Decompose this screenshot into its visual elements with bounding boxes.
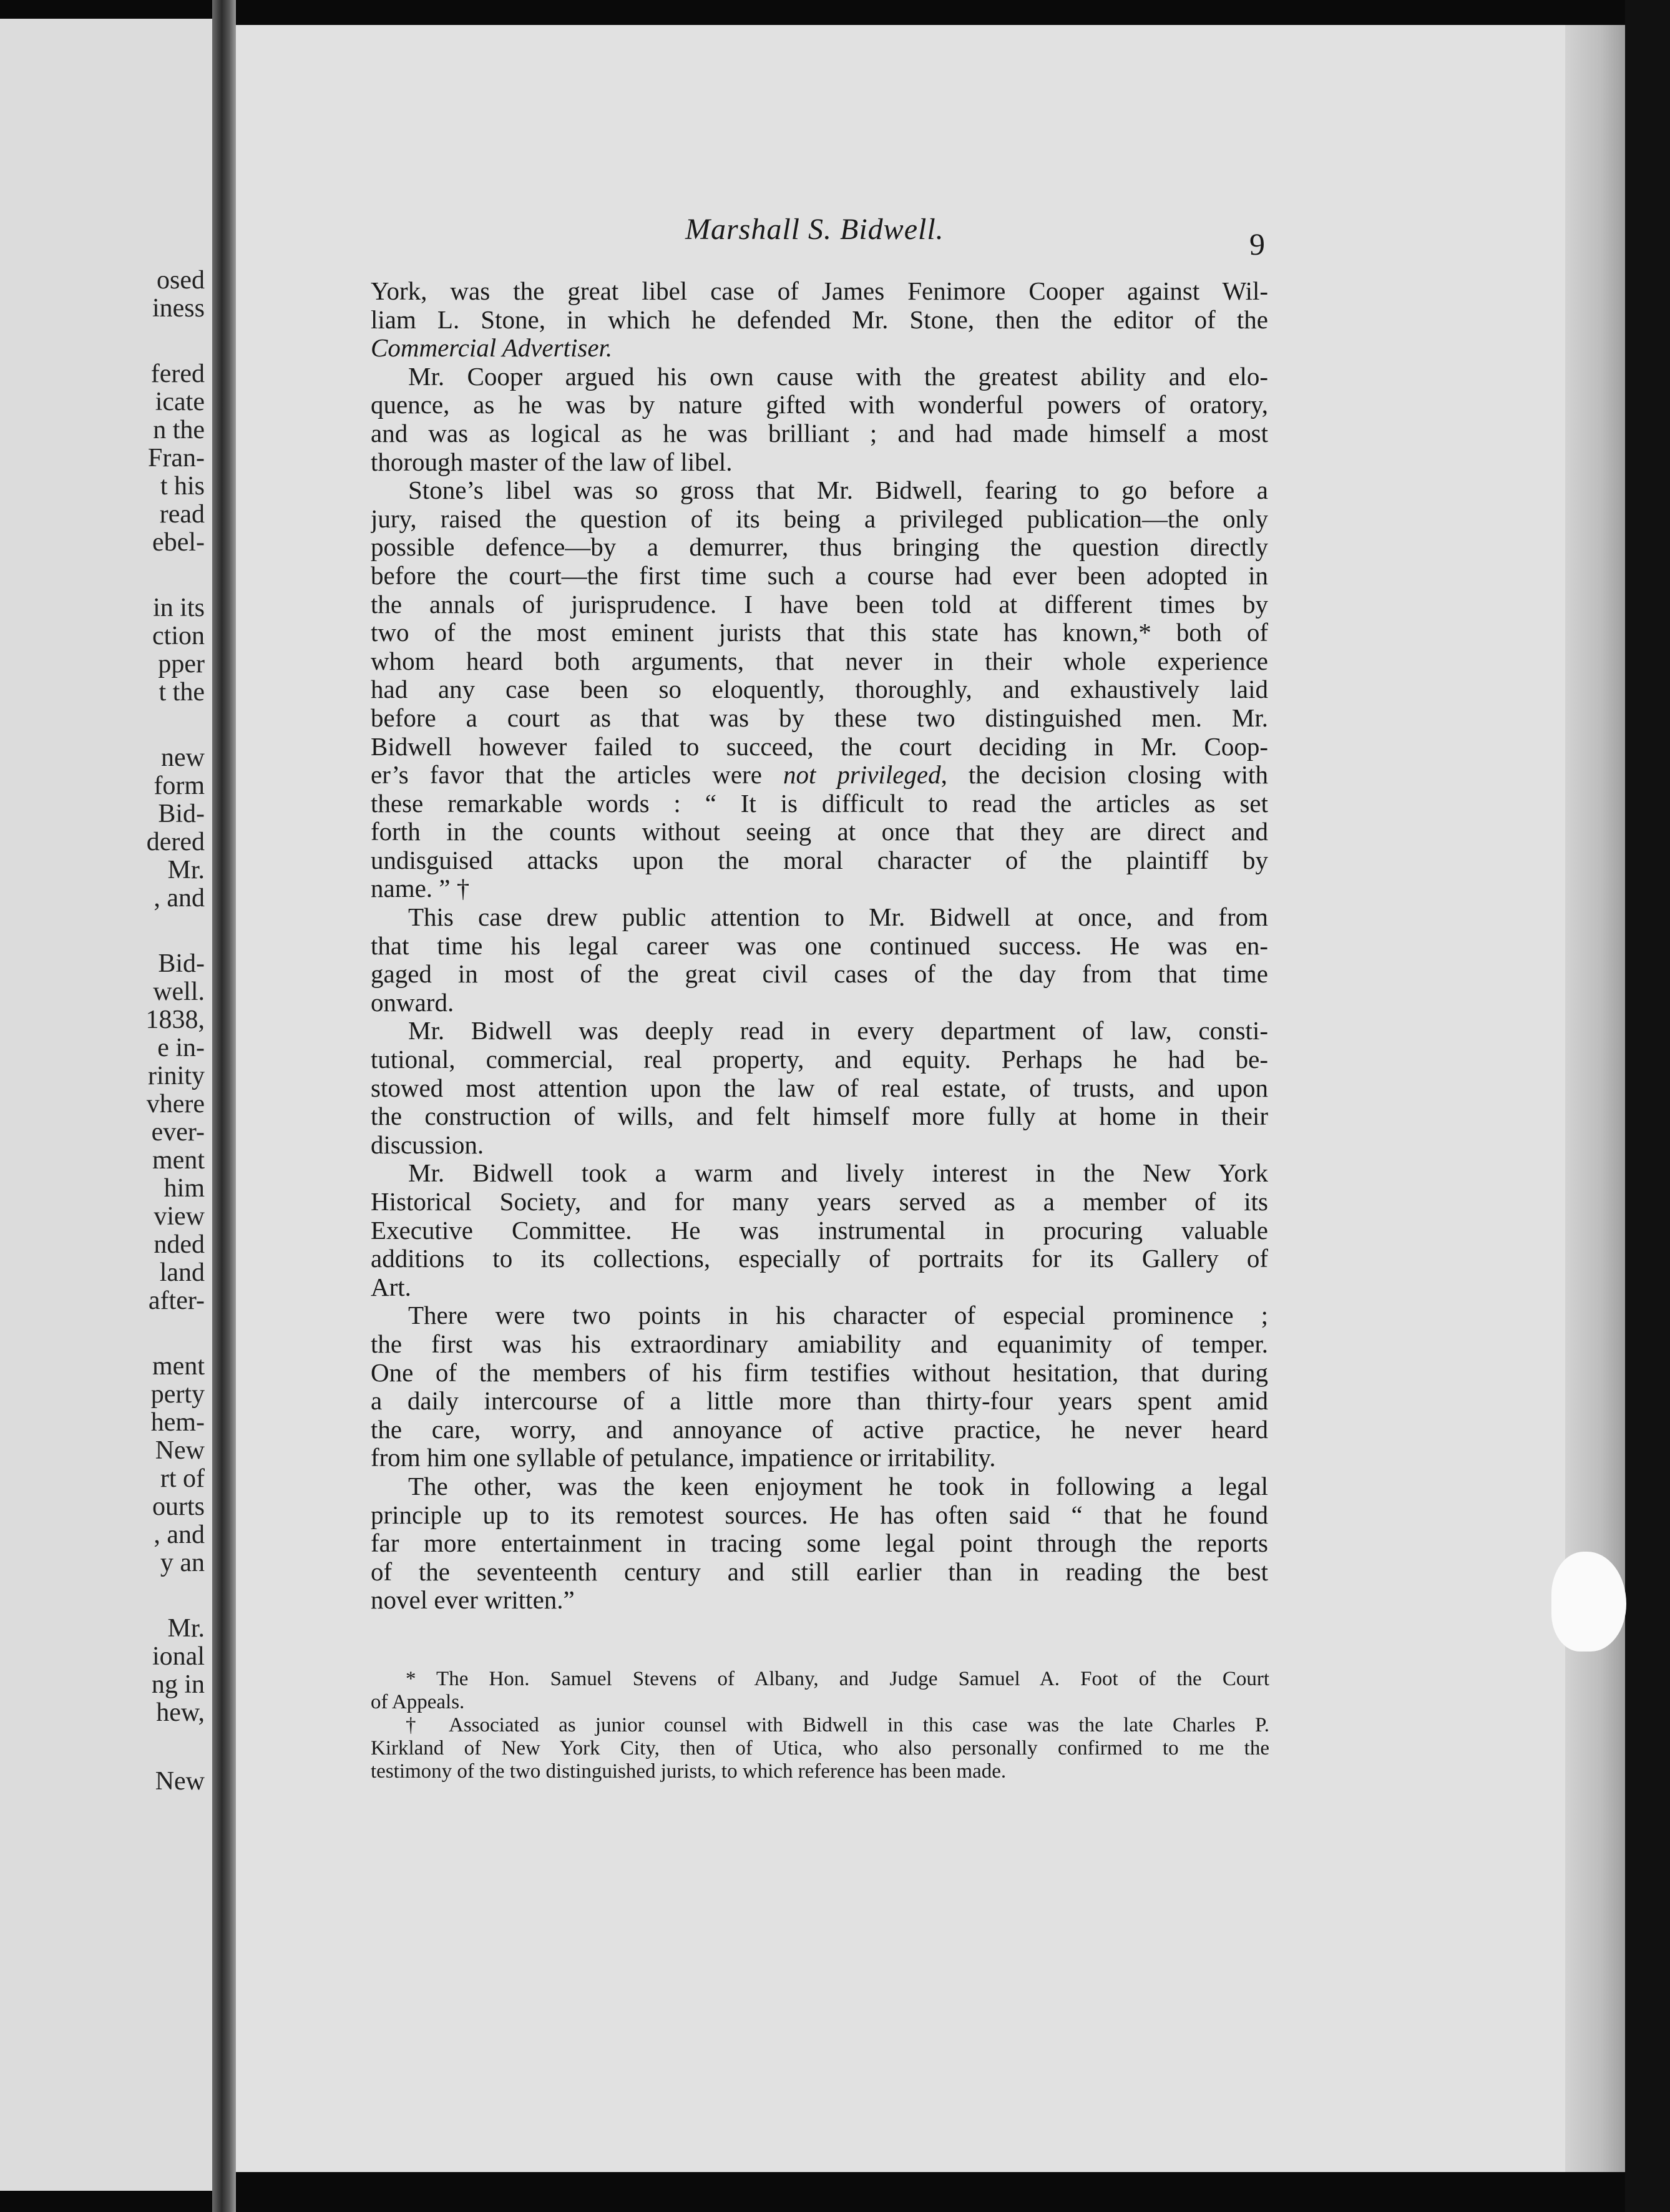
text-line: There were two points in his character of especial prominence ; bbox=[408, 1301, 1268, 1330]
left-page-line: y an bbox=[160, 1549, 205, 1577]
left-page-line: n the bbox=[153, 416, 205, 444]
running-head: Marshall S. Bidwell. bbox=[685, 213, 944, 246]
left-page-line: 1838, bbox=[145, 1006, 205, 1034]
left-page-line: ment bbox=[152, 1146, 205, 1175]
paragraph bbox=[371, 476, 1268, 903]
left-page-line: rinity bbox=[148, 1062, 205, 1090]
page-edge bbox=[1565, 25, 1625, 2172]
text-line: far more entertainment in tracing some legal point through the reports bbox=[371, 1529, 1268, 1558]
left-page-line: t his bbox=[160, 472, 205, 501]
left-page-line: New bbox=[155, 1436, 205, 1465]
scan-background bbox=[1625, 0, 1670, 2212]
text-line bbox=[371, 334, 1268, 363]
paragraph bbox=[371, 363, 1268, 476]
text-line: of the seventeenth century and still earlier than in reading the best bbox=[371, 1557, 1268, 1586]
text-line: possible defence—by a demurrer, thus bringing the question directly bbox=[371, 533, 1268, 562]
text-line: two of the most eminent jurists that this state has known,* both of bbox=[371, 619, 1268, 647]
text-line: jury, raised the question of its being a privileged publication—the only bbox=[371, 504, 1268, 533]
text-line: principle up to its remotest sources. He has often said “ that he found bbox=[371, 1500, 1268, 1529]
text-line: gaged in most of the great civil cases of the day from that time bbox=[371, 960, 1268, 989]
text-line: liam L. Stone, in which he defended Mr. Stone, then the editor of the bbox=[371, 305, 1268, 334]
left-page-line: osed bbox=[157, 266, 205, 295]
text-line: forth in the counts without seeing at once that they are direct and bbox=[371, 818, 1268, 846]
footnote-line: Kirkland of New York City, then of Utica, who also personally confirmed to me the bbox=[371, 1737, 1269, 1759]
text-line: onward. bbox=[371, 988, 454, 1017]
text-line: tutional, commercial, real property, and equity. Perhaps he had be- bbox=[371, 1045, 1268, 1074]
left-page-line: after- bbox=[148, 1286, 205, 1315]
footnote-line: testimony of the two distinguished jurists, to which reference has been made. bbox=[371, 1760, 1007, 1783]
text-line: these remarkable words : “ It is difficult to read the articles as set bbox=[371, 789, 1268, 818]
left-page-line: ebel- bbox=[152, 528, 205, 557]
book-spine bbox=[212, 0, 236, 2212]
left-page-line: dered bbox=[146, 828, 205, 856]
text-line: undisguised attacks upon the moral character of the plaintiff by bbox=[371, 846, 1268, 874]
left-page-line: view bbox=[154, 1202, 205, 1231]
left-page-line: e in- bbox=[157, 1034, 205, 1062]
text-line: that time his legal career was one continued success. He was en- bbox=[371, 931, 1268, 960]
text-line: before a court as that was by these two distinguished men. Mr. bbox=[371, 703, 1268, 732]
left-page-line: Bid- bbox=[158, 800, 205, 828]
text-line: the construction of wills, and felt himself more fully at home in their bbox=[371, 1102, 1268, 1131]
left-page-line: ional bbox=[152, 1642, 205, 1671]
left-page-line: land bbox=[159, 1258, 205, 1287]
left-page-line: hem- bbox=[150, 1408, 205, 1437]
left-page-line: Mr. bbox=[167, 856, 205, 884]
text-line: One of the members of his firm testifies without hesitation, that during bbox=[371, 1358, 1268, 1387]
left-page-line: ment bbox=[152, 1352, 205, 1381]
left-page-line: New bbox=[155, 1767, 205, 1796]
left-page-line: Mr. bbox=[167, 1614, 205, 1643]
left-page-line: ever- bbox=[151, 1118, 205, 1147]
text-line: Executive Committee. He was instrumental in procuring valuable bbox=[371, 1216, 1268, 1245]
text-line: the first was his extraordinary amiability and equanimity of temper. bbox=[371, 1329, 1268, 1358]
text-line: the annals of jurisprudence. I have been told at different times by bbox=[371, 590, 1268, 619]
left-page-line: icate bbox=[155, 388, 205, 416]
text-line: er’s favor that the articles were not privileged, the decision closing with bbox=[371, 761, 1268, 790]
left-page-line: iness bbox=[152, 294, 205, 323]
paragraph bbox=[371, 1301, 1268, 1472]
left-page-line: rt of bbox=[160, 1464, 205, 1493]
text-line: thorough master of the law of libel. bbox=[371, 448, 733, 476]
text-line: York, was the great libel case of James Fenimore Cooper against Wil- bbox=[371, 277, 1268, 305]
left-page-line: in its bbox=[153, 594, 205, 622]
left-page-line: pper bbox=[158, 650, 205, 678]
text-line: whom heard both arguments, that never in their whole experience bbox=[371, 647, 1268, 675]
text-line: name. ” † bbox=[371, 874, 470, 903]
text-line: stowed most attention upon the law of real estate, of trusts, and upon bbox=[371, 1074, 1268, 1102]
left-page-line: hew, bbox=[156, 1698, 205, 1727]
text-line: Mr. Bidwell took a warm and lively interest in the New York bbox=[408, 1159, 1268, 1188]
text-line: The other, was the keen enjoyment he took in following a legal bbox=[408, 1472, 1268, 1500]
page-number: 9 bbox=[1249, 227, 1265, 262]
text-line: quence, as he was by nature gifted with wonderful powers of oratory, bbox=[371, 391, 1268, 419]
text-line: Historical Society, and for many years served as a member of its bbox=[371, 1188, 1268, 1216]
text-line: and was as logical as he was brilliant ; and had made himself a most bbox=[371, 419, 1268, 448]
left-page-line: ction bbox=[152, 622, 205, 650]
italic-title: Commercial Advertiser. bbox=[371, 334, 613, 363]
paragraph bbox=[371, 903, 1268, 1017]
text-line: Mr. Bidwell was deeply read in every department of law, consti- bbox=[408, 1017, 1268, 1045]
text-line: from him one syllable of petulance, impatience or irritability. bbox=[371, 1444, 996, 1472]
footnote-line: † Associated as junior counsel with Bidwell in this case was the late Charles P. bbox=[406, 1714, 1269, 1736]
text-line: discussion. bbox=[371, 1130, 484, 1159]
text-line: Stone’s libel was so gross that Mr. Bidwell, fearing to go before a bbox=[408, 476, 1268, 505]
footnote bbox=[371, 1668, 1269, 1714]
left-page-line: Bid- bbox=[158, 949, 205, 978]
paragraph bbox=[371, 1017, 1268, 1159]
left-page-line: t the bbox=[159, 678, 205, 707]
left-page-line: him bbox=[164, 1174, 205, 1203]
left-page-line: form bbox=[154, 771, 205, 800]
left-page-line: ourts bbox=[152, 1492, 205, 1521]
text-line: This case drew public attention to Mr. Bidwell at once, and from bbox=[408, 903, 1268, 932]
text-line: had any case been so eloquently, thoroughly, and exhaustively laid bbox=[371, 675, 1268, 704]
footnote-line: of Appeals. bbox=[371, 1691, 465, 1713]
paragraph bbox=[371, 277, 1268, 363]
text-line: additions to its collections, especially of portraits for its Gallery of bbox=[371, 1245, 1268, 1273]
left-page-line: read bbox=[159, 500, 205, 529]
left-page-line: ng in bbox=[151, 1670, 205, 1699]
left-page-line: fered bbox=[150, 360, 205, 388]
body-text bbox=[371, 277, 1268, 1615]
left-page-fragment bbox=[0, 19, 212, 2191]
text-line: before the court—the first time such a course had ever been adopted in bbox=[371, 561, 1268, 590]
paragraph bbox=[371, 1159, 1268, 1301]
left-page-line: new bbox=[161, 743, 205, 772]
footnote bbox=[371, 1714, 1269, 1783]
left-page-line: Fran- bbox=[148, 444, 205, 472]
left-page-line: well. bbox=[153, 977, 205, 1006]
text-line: Bidwell however failed to succeed, the court deciding in Mr. Coop- bbox=[371, 732, 1268, 761]
text-line: a daily intercourse of a little more than thirty-four years spent amid bbox=[371, 1387, 1268, 1416]
left-page-line: , and bbox=[154, 1520, 205, 1549]
left-page-line: , and bbox=[154, 884, 205, 913]
left-page-line: vhere bbox=[146, 1090, 205, 1118]
text-line: Art. bbox=[371, 1273, 411, 1301]
text-line: the care, worry, and annoyance of active practice, he never heard bbox=[371, 1415, 1268, 1444]
footnote-line: * The Hon. Samuel Stevens of Albany, and Judge Samuel A. Foot of the Court bbox=[406, 1668, 1269, 1690]
left-page-line: nded bbox=[154, 1230, 205, 1259]
text-line: novel ever written.” bbox=[371, 1586, 575, 1615]
text-line: Mr. Cooper argued his own cause with the greatest ability and elo- bbox=[408, 362, 1268, 391]
footnotes bbox=[371, 1668, 1269, 1783]
paragraph bbox=[371, 1472, 1268, 1615]
left-page-line: perty bbox=[150, 1380, 205, 1409]
